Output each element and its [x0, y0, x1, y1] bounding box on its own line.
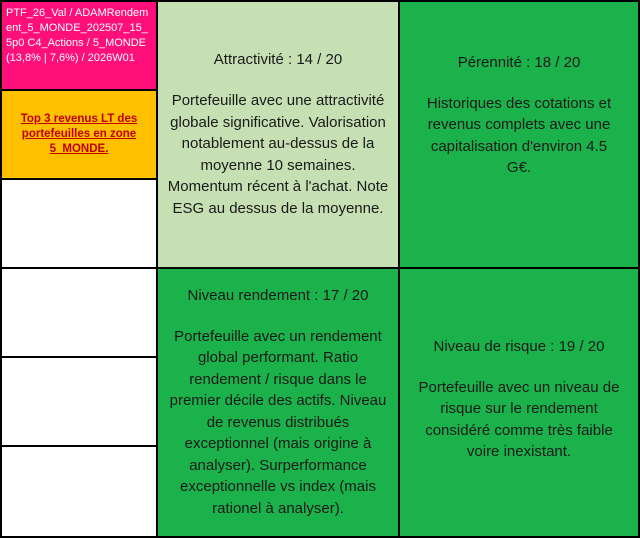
empty-cell[interactable]	[0, 356, 158, 447]
rendement-description: Portefeuille avec un rendement global performant. Ratio rendement / risque dans le premier décile des actifs. Niveau de revenus distribués exceptionnel (mais origine à analyser). Surperformance exceptionnelle vs index (mais rationel à analyser).	[169, 327, 387, 517]
perennite-description: Historiques des cotations et revenus complets avec une capitalisation d'environ 4.5 G€.	[426, 94, 612, 176]
risque-cell[interactable]	[398, 267, 640, 538]
attractivite-cell[interactable]	[156, 0, 400, 269]
portfolio-title-cell[interactable]	[0, 0, 158, 91]
perennite-score: Pérennité : 18 / 20	[457, 53, 581, 71]
risque-score: Niveau de risque : 19 / 20	[433, 337, 605, 355]
attractivite-score: Attractivité : 14 / 20	[213, 51, 343, 68]
rendement-score: Niveau rendement : 17 / 20	[187, 286, 369, 304]
top3-cell[interactable]	[0, 89, 158, 180]
empty-cell[interactable]	[0, 178, 158, 269]
empty-cell[interactable]	[0, 445, 158, 538]
attractivite-description: Portefeuille avec une attractivité globale significative. Valorisation notablement au-dessus de la moyenne 10 semaines. Momentum récent à l'achat. Note ESG au dessus de la moyenne.	[167, 92, 389, 217]
portfolio-title: PTF_26_Val / ADAMRendement_5_MONDE_202507_15_5p0 C4_Actions / 5_MONDE (13,8% | 7,6%) / 2026W01	[6, 7, 149, 64]
top3-label: Top 3 revenus LT des portefeuilles en zone 5_MONDE.	[20, 113, 138, 155]
perennite-cell[interactable]	[398, 0, 640, 269]
rendement-cell[interactable]	[156, 267, 400, 538]
empty-cell[interactable]	[0, 267, 158, 358]
risque-description: Portefeuille avec un niveau de risque sur le rendement considéré comme très faible voire inexistant.	[418, 378, 620, 460]
